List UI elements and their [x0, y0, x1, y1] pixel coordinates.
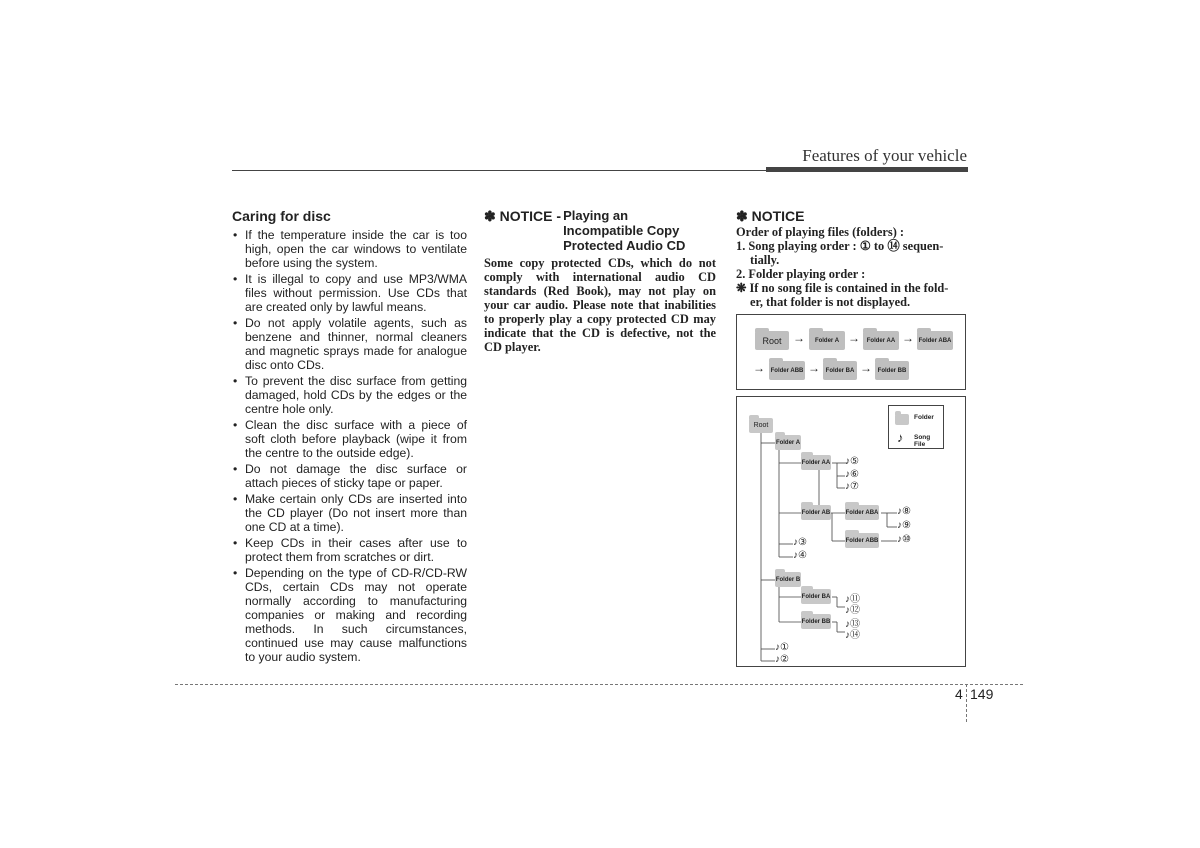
footer-divider — [175, 684, 1023, 685]
song-5: ♪⑤ — [845, 456, 859, 467]
arrow-icon: → — [860, 361, 872, 375]
notice-title-line: Playing an — [563, 208, 629, 223]
arrow-icon: → — [902, 331, 914, 345]
song-11: ♪⑪ — [845, 594, 860, 605]
order-heading: Order of playing files (folders) : — [736, 225, 905, 239]
song-7: ♪⑦ — [845, 481, 859, 492]
order-item-1: 1. Song playing order : ① to ⑭ sequen- — [736, 239, 944, 253]
notice-mark: ✽ NOTICE - — [484, 208, 562, 224]
song-12: ♪⑫ — [845, 605, 860, 616]
legend-folder-label: Folder — [914, 414, 934, 421]
folder-a: Folder A — [809, 331, 845, 350]
caring-item: • Keep CDs in their cases after use to protect them from scratches or dirt. — [232, 536, 467, 564]
header-bar — [766, 167, 968, 172]
song-8: ♪⑧ — [897, 506, 911, 517]
notice-heading — [484, 208, 716, 253]
order-item-1-cont: tially. — [750, 253, 780, 267]
folder-ba: Folder BA — [823, 361, 857, 380]
song-14: ♪⑭ — [845, 630, 860, 641]
notice-title-line: Incompatible Copy — [563, 223, 680, 238]
caring-title: Caring for disc — [232, 208, 331, 224]
folder-aa: Folder AA — [863, 331, 899, 350]
folder-tree-diagram — [736, 396, 966, 667]
arrow-icon: → — [753, 361, 765, 375]
running-header: Features of your vehicle — [802, 146, 967, 165]
folder-b: Folder B — [775, 572, 801, 587]
order-item-3-cont: er, that folder is not displayed. — [750, 295, 911, 309]
song-4: ♪④ — [793, 550, 807, 561]
tree-legend — [888, 405, 944, 449]
caring-item: • Do not apply volatile agents, such as benzene and thinner, normal cleaners and magnetic sprays made for analogue disc onto CDs. — [232, 316, 467, 372]
song-10: ♪⑩ — [897, 534, 911, 545]
notice-body: Some copy protected CDs, which do not comply with international audio CD standards (Red Book), may not play on your car audio. Please note that inabilities to properly play a copy protected CD may indicate that the CD is defective, not the CD player. — [484, 256, 716, 354]
song-3: ♪③ — [793, 537, 807, 548]
notice-title-line: Protected Audio CD — [563, 238, 686, 253]
arrow-icon: → — [808, 361, 820, 375]
song-9: ♪⑨ — [897, 520, 911, 531]
order-item-2: 2. Folder playing order : — [736, 267, 866, 281]
folder-root: Root — [749, 418, 773, 433]
notice-playing-order — [736, 208, 969, 309]
notice-title — [563, 208, 685, 253]
folder-ba: Folder BA — [801, 589, 831, 604]
song-2: ♪② — [775, 654, 789, 665]
caring-item: • Clean the disc surface with a piece of soft cloth before playback (wipe it from the centre to the outside edge). — [232, 418, 467, 460]
folder-abb: Folder ABB — [769, 361, 805, 380]
folder-ab: Folder AB — [801, 505, 831, 520]
folder-bb: Folder BB — [801, 614, 831, 629]
folder-order-diagram — [736, 314, 966, 390]
folder-bb: Folder BB — [875, 361, 909, 380]
page-number: 149 — [970, 686, 994, 702]
arrow-icon: → — [793, 331, 805, 345]
legend-song-label: Song File — [914, 434, 931, 448]
footer-separator — [966, 684, 967, 722]
music-note-icon: ♪ — [897, 430, 904, 445]
folder-aa: Folder AA — [801, 455, 831, 470]
caring-item: • Depending on the type of CD-R/CD-RW CDs, certain CDs may not operate normally according to manufacturing companies or making and recording methods. In such circumstances, continued use may cause malfunctions to your audio system. — [232, 566, 467, 664]
song-13: ♪⑬ — [845, 619, 860, 630]
folder-abb: Folder ABB — [845, 533, 879, 548]
folder-root: Root — [755, 331, 789, 350]
caring-item: • Do not damage the disc surface or attach pieces of sticky tape or paper. — [232, 462, 467, 490]
arrow-icon: → — [848, 331, 860, 345]
song-1: ♪① — [775, 642, 789, 653]
caring-item: • To prevent the disc surface from getting damaged, hold CDs by the edges or the centre hole only. — [232, 374, 467, 416]
notice-copy-protected — [484, 208, 716, 354]
folder-aba: Folder ABA — [845, 505, 879, 520]
section-number: 4 — [955, 686, 963, 702]
folder-icon — [895, 414, 909, 425]
caring-list — [232, 228, 467, 664]
caring-item: • It is illegal to copy and use MP3/WMA files without permission. Use CDs that are created only by lawful means. — [232, 272, 467, 314]
caring-item: • Make certain only CDs are inserted into the CD player (Do not insert more than one CD at a time). — [232, 492, 467, 534]
folder-a: Folder A — [775, 435, 801, 450]
folder-aba: Folder ABA — [917, 331, 953, 350]
caring-item: • If the temperature inside the car is too high, open the car windows to ventilate before using the system. — [232, 228, 467, 270]
notice-mark: ✽ NOTICE — [736, 208, 805, 224]
order-item-3: ❋ If no song file is contained in the fold- — [736, 281, 949, 295]
song-6: ♪⑥ — [845, 469, 859, 480]
caring-for-disc-section — [232, 208, 467, 666]
